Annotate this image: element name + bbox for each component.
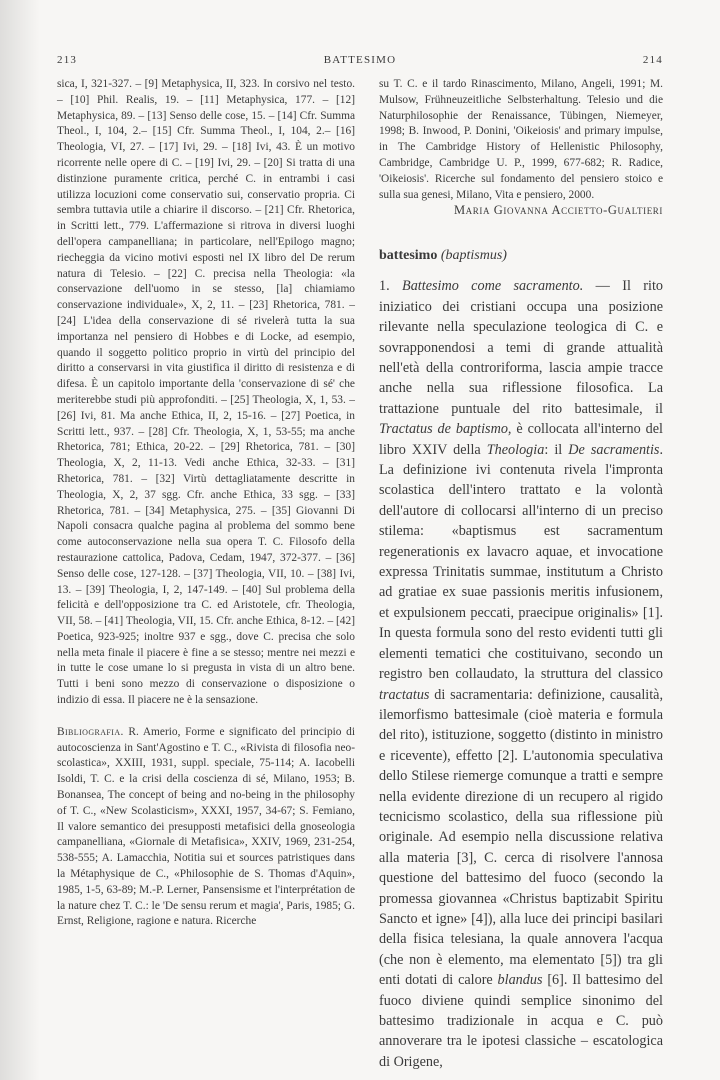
bibliography <box>57 725 355 930</box>
tractatus-word: tractatus <box>379 686 430 703</box>
paragraph-1 <box>379 276 663 1072</box>
body-text-e: [6]. Il battesimo del fuoco diviene quindi semplice sinonimo del battesimo tradizionale in acqua e C. può annoverare tra le ipotesi classiche – escatologica di Origene, <box>379 972 664 1070</box>
tractatus-title: Tractatus de baptismo <box>379 421 508 438</box>
entry-body <box>379 276 663 1072</box>
body-text-c: . La definizione ivi contenuta rivela l'impronta scolastica dell'intero trattato e la volontà dell'autore di collocarsi all'interno di un preciso stilema: «baptismus est sacramentum regenerationis ex lavacro aquae, et invocatione expressa Trinitatis summae, institutum a Christo ad gratiae ex suae passionis meritis infusionem, et expulsionem peccati, praecipue originalis» [1]. In questa formula sono del resto evidenti tutti gli elementi tematici che costituivano, secondo un registro ben collaudato, la struttura del classico <box>379 441 663 683</box>
blandus-word: blandus <box>497 972 543 989</box>
running-head <box>57 54 663 70</box>
body-text-b: , è collocata all'interno del libro XXIV della <box>379 421 663 458</box>
entry-heading-latin: (baptismus) <box>440 248 507 264</box>
bibliography-text: R. Amerio, Forme e significato del principio di autocoscienza in Sant'Agostino e T. C., «Rivista di filosofia neo-scolastica», XXIII, 1931, suppl. speciale, 75-114; A. Iacobelli Isoldi, T. C. e la crisi della coscienza di sé, Milano, 1953; B. Bonansea, The concept of being and no-being in the philosophy of T. C., «New Scolasticism», XXXI, 1957, 34-67; S. Femiano, Il valore semantico dei presupposti metafisici della gnoseologia campanelliana, «Giornale di Metafisica», XXIV, 1969, 231-254, 538-555; A. Lamacchia, Notitia sui et sources patristiques dans la Métaphysique de C., «Philosophie de S. Thomas d'Aquin», 1985, 1-5, 63-89; M.-P. Lerner, Pansensisme et l'interprétation de la nature chez T. C.: le 'De sensu rerum et magia', Paris, 1985; G. Ernst, Religione, ragione e natura. Ricerche <box>57 725 355 928</box>
left-column <box>57 77 355 930</box>
footnotes-text: sica, I, 321-327. – [9] Metaphysica, II, 323. In corsivo nel testo. – [10] Phil. Realis, 19. – [11] Metaphysica, 177. – [12] Metaphysica, 89. – [13] Senso delle cose, 15. – [14] Cfr. Summa Theol., I, 104, 2.– [15] Cfr. Summa Theol., I, 104, 2.– [16] Theologia, VI, 27. – [17] Ivi, 29. – [18] Ivi, 43. È un motivo ricorrente nelle opere di C. – [19] Ivi, 29. – [20] Si tratta di una distinzione puramente critica, perché C. in entrambi i casi utilizza locuzioni come conservatio sui, conservatio propria. Ci sembra tuttavia utile a chiarire il discorso. – [21] Cfr. Rhetorica, in Scritti lett., 779. L'affermazione si ritrova in diversi luoghi dell'opera campanelliana; in particolare, nell'Epilogo magno; riecheggia da vicino motivi esposti nel IX libro del De rerum natura di Telesio. – [22] C. precisa nella Theologia: «la conservazione dell'uomo in se stesso, [la] chiamiamo conservazione individuale», X, 2, 11. – [23] Rhetorica, 781. – [24] L'idea della conservazione di sé rivelerà tutta la sua importanza nel pensiero di Hobbes e di Locke, ad esempio, quando il soggetto politico proprio in virtù del principio del diritto a conservarsi in vita giustifica il diritto di resistenza e di difesa. È un capitolo importante della 'conservazione di sé' che meriterebbe studi più approfonditi. – [25] Theologia, X, 1, 53. – [26] Ivi, 81. Ma anche Ethica, II, 2, 15-16. – [27] Poetica, in Scritti lett., 937. – [28] Cfr. Theologia, X, 1, 53-55; ma anche Rhetorica, 781; Ethica, 20-22. – [29] Rhetorica, 781. – [30] Theologia, X, 2, 11-13. Vedi anche Ethica, 32-33. – [31] Rhetorica, 781. – [32] Virtù dettagliatamente descritte in Theologia, X, 2, 37 sgg. Cfr. anche Ethica, 33 sgg. – [33] Rhetorica, 781. – [34] Metaphysica, 275. – [35] Giovanni Di Napoli consacra qualche pagina al problema del sommo bene come autoconservazione nella sua opera T. C. Filosofo della restaurazione cattolica, Padova, Cedam, 1947, 372-377. – [36] Senso delle cose, 127-128. – [37] Theologia, VII, 10. – [38] Ivi, 13. – [39] Theologia, I, 2, 147-149. – [40] Sul problema della felicità e dell'opposizione tra C. ed Aristotele, cfr. Theologia, VII, 58. – [41] Theologia, VII, 15. Cfr. anche Ethica, 8-12. – [42] Poetica, 923-925; inoltre 937 e sgg., dove C. precisa che solo nella meta finale il piacere è fine a se stesso; mentre nei mezzi e in tutte le cose umane lo si pregusta in vista di un altro bene. Tutti i beni sono mezzo di conservazione o disposizione o indizio di essa. Il piacere ne è la sensazione. <box>57 78 355 707</box>
body-text-a: — Il rito iniziatico dei cristiani occupa una posizione rilevante nella speculazione teologica di C. e sovrapponendosi a temi di grande attualità nell'età della controriforma, lascia ampie tracce anche nella sua riflessione filosofica. La trattazione puntuale del rito battesimale, il <box>379 278 664 417</box>
entry-heading <box>379 248 663 264</box>
page-number-right: 214 <box>642 54 663 66</box>
page-number-left: 213 <box>57 54 78 66</box>
de-sacramentis: De sacramentis <box>568 441 660 458</box>
section-title: Battesimo come sacramento. <box>402 278 584 295</box>
running-title: BATTESIMO <box>323 54 397 66</box>
colon-il: : il <box>544 441 563 458</box>
entry-heading-word: battesimo <box>379 248 438 264</box>
author-signature: Maria Giovanna Accietto-Gualtieri <box>453 203 663 218</box>
right-column <box>379 77 663 1072</box>
theologia-word: Theologia <box>486 441 545 458</box>
bibliography-continued: su T. C. e il tardo Rinascimento, Milano, Angeli, 1991; M. Mulsow, Frühneuzeitliche Selbsterhaltung. Telesio und die Naturphilosophie der Renaissance, Tübingen, Niemeyer, 1998; B. Inwood, P. Donini, 'Oikeiosis' and primary impulse, in The Cambridge History of Hellenistic Philosophy, Cambridge, Cambridge U. P., 1999, 677-682; R. Radice, 'Oikeiosis'. Ricerche sul fondamento del pensiero stoico e sulla sua genesi, Milano, Vita e pensiero, 2000. <box>379 78 663 201</box>
body-text-d: di sacramentaria: definizione, causalità, ilemorfismo battesimale (cioè materia e formula del rito), istituzione, soggetto (distinto in ministro e ricevente), effetto [2]. L'autonomia speculativa dello Stilese riemerge comunque a tratti e sempre nella evidente direzione di un recupero al rigido tecnicismo scolastico, della sua riflessione più originale. Ad esempio nella discussione relativa alla materia [3], C. cerca di risolvere l'annosa questione del battesimo del fuoco (secondo la promessa giovannea «Christus baptizabit Spiritu Sancto et igne» [4]), alla luce dei principi basilari della fisica telesiana, la quale annovera l'acqua (che non è elemento, ma elementato [5]) tra gli enti dotati di calore <box>379 686 664 989</box>
gutter-shadow <box>0 0 40 1080</box>
bibliography-label: Bibliografia. <box>57 725 124 738</box>
section-number: 1. <box>379 278 390 295</box>
